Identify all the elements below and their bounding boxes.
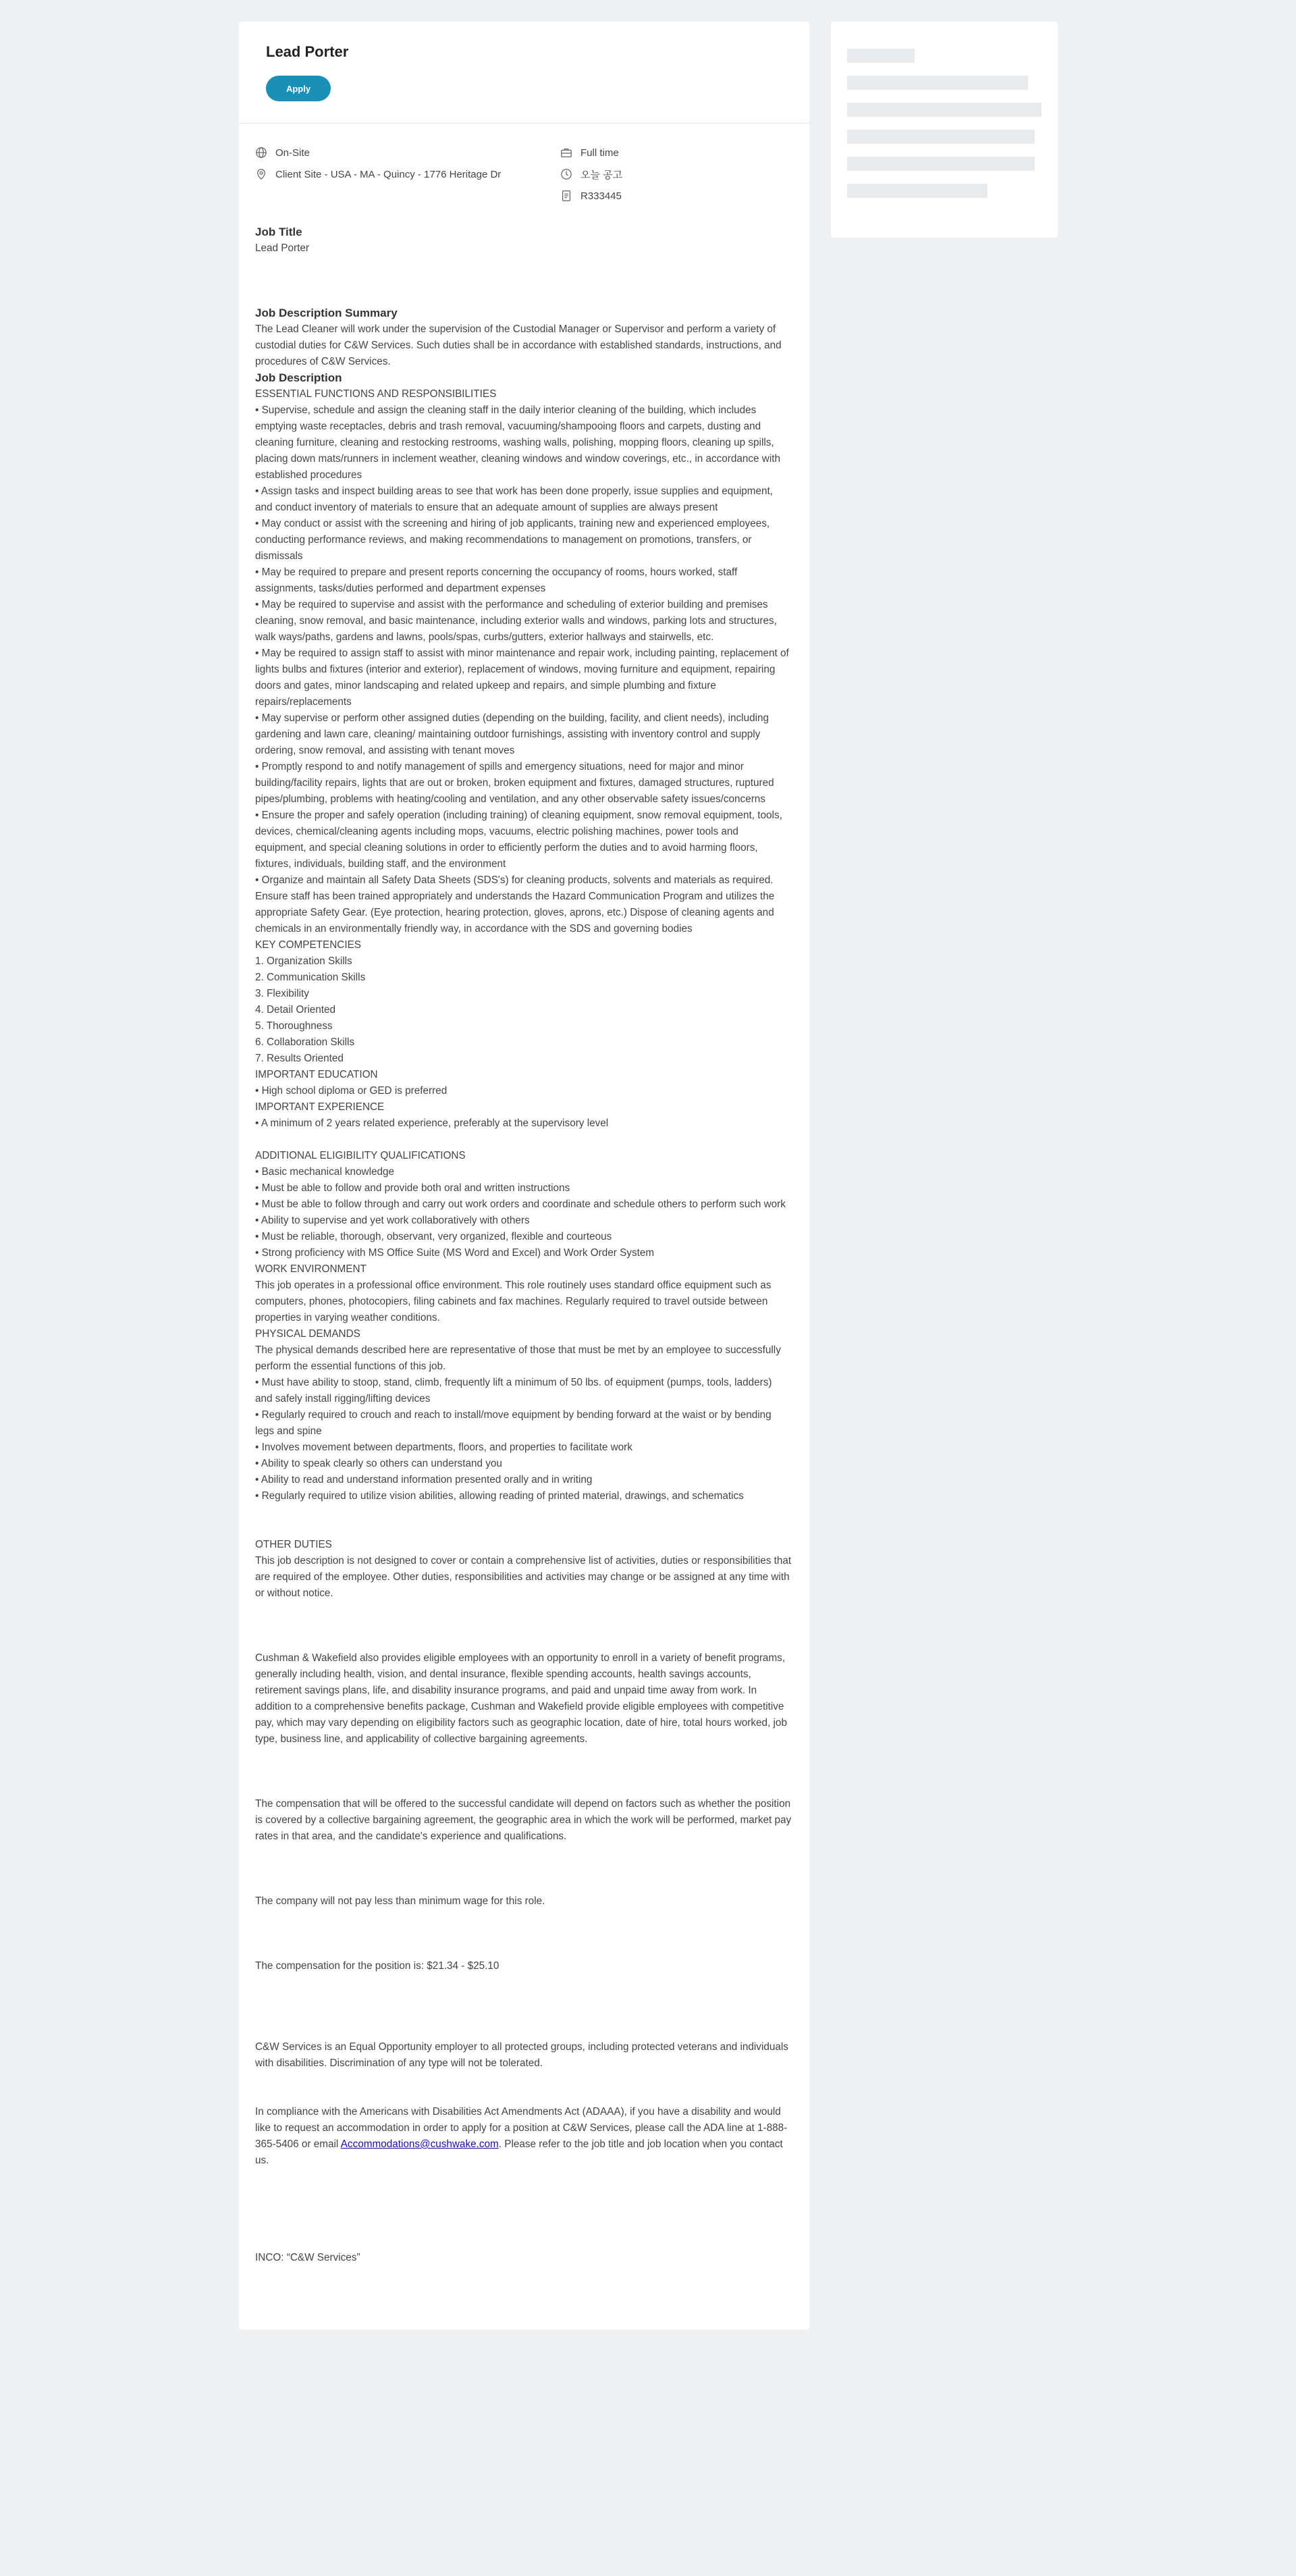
ada-text: [255, 2104, 792, 2169]
list-item: • May be required to assign staff to assist with minor maintenance and repair work, including painting, replacement of lights bulbs and fixtures (interior and exterior), replacement of windows, moving furniture and equipment, repairing doors and gates, minor landscaping and related upkeep and repairs, and simple plumbing and fixture repairs/replacements: [255, 648, 789, 708]
summary-heading: Job Description Summary: [255, 307, 398, 319]
ada-text-part: . Please refer to the job title and job location when you contact us.: [255, 2138, 783, 2166]
other-text: This job description is not designed to cover or contain a comprehensive list of activities, duties or responsibilities that are required of the employee. Other duties, responsibilities and activities may change or be assigned at any time with or without notice.: [255, 1555, 792, 1599]
summary-text: The Lead Cleaner will work under the supervision of the Custodial Manager or Supervisor and perform a variety of custodial duties for C&W Services. Such duties shall be in accordance with established standards, instructions, and procedures of C&W Services.: [255, 323, 782, 367]
competencies-heading: KEY COMPETENCIES: [255, 939, 361, 951]
list-item: • Organize and maintain all Safety Data Sheets (SDS's) for cleaning products, solvents and materials as required. Ensure staff has been trained appropriately and understands the Hazard Communication Program and utilizes the appropriate Safety Gear. (Eye protection, hearing protection, gloves, aprons, etc.) Dispose of cleaning agents and chemicals in an environmentally friendly way, in accordance with the SDS and governing bodies: [255, 874, 775, 935]
job-title-heading: Job Title: [255, 226, 302, 238]
min-wage-text: The company will not pay less than minimum wage for this role.: [255, 1895, 545, 1907]
list-item: • May be required to supervise and assist with the performance and scheduling of exterior building and premises cleaning, snow removal, and basic maintenance, including exterior walls and windows, parking lots and structures, walk ways/paths, gardens and lawns, pools/spas, curbs/gutters, exterior hallways and stairwells, etc.: [255, 599, 777, 643]
job-title: Lead Porter: [266, 43, 349, 60]
apply-button[interactable]: Apply: [266, 76, 331, 101]
clock-icon: [560, 168, 572, 180]
list-item: 1. Organization Skills: [255, 955, 352, 967]
work-env-heading: WORK ENVIRONMENT: [255, 1263, 367, 1275]
posted-label: 오늘 공고: [580, 169, 623, 181]
globe-icon: [255, 147, 267, 159]
job-header: [239, 22, 809, 124]
list-item: • Must have ability to stoop, stand, climb, frequently lift a minimum of 50 lbs. of equipment (pumps, tools, ladders) and safely install rigging/lifting devices: [255, 1377, 772, 1404]
list-item: • May supervise or perform other assigned duties (depending on the building, facility, and client needs), including gardening and lawn care, cleaning/ maintaining outdoor furnishings, assisting with inventory control and supply ordering, snow removal, and assisting with tenant moves: [255, 712, 770, 756]
list-item: 3. Flexibility: [255, 988, 309, 999]
physical-intro: The physical demands described here are representative of those that must be met by an employee to successfully perform the essential functions of this job.: [255, 1344, 781, 1372]
list-item: 2. Communication Skills: [255, 972, 366, 983]
meta-job-type: [560, 146, 619, 159]
list-item: • Assign tasks and inspect building areas to see that work has been done properly, issue supplies and equipment, and conduct inventory of materials to ensure that an adequate amount of supplies are always present: [255, 485, 773, 513]
location-label: Client Site - USA - MA - Quincy - 1776 Heritage Dr: [275, 168, 502, 180]
briefcase-icon: [560, 147, 572, 159]
compensation-text: The compensation for the position is: $21.34 - $25.10: [255, 1960, 500, 1972]
experience-heading: IMPORTANT EXPERIENCE: [255, 1101, 385, 1113]
ada-text-part: or email: [298, 2138, 341, 2150]
document-id-icon: [560, 190, 572, 202]
list-item: • Regularly required to crouch and reach to install/move equipment by bending forward at the waist or by bending legs and spine: [255, 1409, 772, 1437]
skeleton-line: [847, 157, 1035, 171]
list-item: • Must be able to follow through and carry out work orders and coordinate and schedule others to perform such work: [255, 1199, 786, 1210]
accommodations-email-link[interactable]: Accommodations@cushwake.com: [340, 2138, 499, 2150]
list-item: • Promptly respond to and notify management of spills and emergency situations, need for major and minor building/facility repairs, lights that are out or broken, broken equipment and fixtures, damaged structures, ruptured pipes/plumbing, problems with heating/cooling and ventilation, and any other observable safety issues/concerns: [255, 761, 774, 805]
skeleton-line: [847, 103, 1042, 117]
meta-location: [255, 167, 501, 181]
skeleton-line: [847, 49, 915, 63]
other-heading: OTHER DUTIES: [255, 1539, 332, 1550]
list-item: • A minimum of 2 years related experience, preferably at the supervisory level: [255, 1118, 609, 1129]
eeo-text: C&W Services is an Equal Opportunity employer to all protected groups, including protected veterans and individuals with disabilities. Discrimination of any type will not be tolerated.: [255, 2041, 788, 2069]
work-env-text: This job operates in a professional office environment. This role routinely uses standard office equipment such as computers, phones, photocopiers, filing cabinets and fax machines. Regularly required to travel outside between properties in varying weather conditions.: [255, 1280, 772, 1323]
sidebar-loading-card: [831, 22, 1058, 238]
education-heading: IMPORTANT EDUCATION: [255, 1069, 378, 1080]
essential-heading: ESSENTIAL FUNCTIONS AND RESPONSIBILITIES: [255, 388, 497, 400]
list-item: • Ability to supervise and yet work collaboratively with others: [255, 1215, 530, 1226]
list-item: • May be required to prepare and present reports concerning the occupancy of rooms, hours worked, staff assignments, tasks/duties performed and department expenses: [255, 567, 738, 594]
list-item: • Ability to speak clearly so others can understand you: [255, 1458, 502, 1469]
list-item: • High school diploma or GED is preferred: [255, 1085, 448, 1097]
inco-text: INCO: “C&W Services”: [255, 2252, 360, 2263]
meta-posted: [560, 167, 622, 181]
benefits-text: Cushman & Wakefield also provides eligible employees with an opportunity to enroll in a variety of benefit programs, generally including health, vision, and dental insurance, flexible spending accounts, health savings accounts, retirement savings plans, life, and disability insurance programs, and paid and unpaid time away from work. In addition to a comprehensive benefits package, Cushman and Wakefield provide eligible employees with competitive pay, which may vary depending on eligibility factors such as geographic location, date of hire, total hours worked, job type, business line, and applicability of collective bargaining agreements.: [255, 1652, 787, 1745]
workplace-label: On-Site: [275, 147, 310, 159]
list-item: • Strong proficiency with MS Office Suite (MS Word and Excel) and Work Order System: [255, 1247, 655, 1259]
list-item: • Must be able to follow and provide both oral and written instructions: [255, 1182, 570, 1194]
list-item: 5. Thoroughness: [255, 1020, 333, 1032]
physical-heading: PHYSICAL DEMANDS: [255, 1328, 360, 1340]
req-id-label: R333445: [580, 190, 622, 202]
list-item: • Must be reliable, thorough, observant, very organized, flexible and courteous: [255, 1231, 612, 1242]
list-item: • Basic mechanical knowledge: [255, 1166, 395, 1178]
ada-text-part: In compliance with the Americans with Disabilities Act Amendments Act (ADAAA), if you have a disability and would like to request an accommodation in order to apply for a position at C&W Services, please call the ADA line at: [255, 2106, 781, 2134]
location-pin-icon: [255, 168, 267, 180]
job-description-body: [255, 224, 792, 2266]
meta-req-id: [560, 189, 622, 203]
list-item: • Regularly required to utilize vision abilities, allowing reading of printed material, drawings, and schematics: [255, 1490, 744, 1502]
description-heading: Job Description: [255, 371, 342, 384]
compensation-factors-text: The compensation that will be offered to the successful candidate will depend on factors such as whether the position is covered by a collective bargaining agreement, the geographic area in which the work will be performed, market pay rates in that area, and the candidate's experience and qualifications.: [255, 1798, 792, 1842]
list-item: • Involves movement between departments, floors, and properties to facilitate work: [255, 1442, 632, 1453]
additional-heading: ADDITIONAL ELIGIBILITY QUALIFICATIONS: [255, 1150, 466, 1161]
list-item: • Supervise, schedule and assign the cleaning staff in the daily interior cleaning of the building, which includes emptying waste receptacles, debris and trash removal, vacuuming/shampooing floors and carpets, dusting and cleaning furniture, cleaning and restocking restrooms, washing walls, polishing, mopping floors, cleaning up spills, placing down mats/runners in inclement weather, cleaning windows and window coverings, etc., in accordance with established procedures: [255, 404, 781, 481]
skeleton-line: [847, 130, 1035, 144]
job-detail-card: [239, 22, 809, 2330]
list-item: 7. Results Oriented: [255, 1053, 344, 1064]
skeleton-line: [847, 184, 988, 198]
list-item: • May conduct or assist with the screening and hiring of job applicants, training new and experienced employees, conducting performance reviews, and making recommendations to management on promotions, transfers, or dismissals: [255, 518, 770, 562]
job-title-value: Lead Porter: [255, 242, 309, 254]
job-type-label: Full time: [580, 147, 619, 159]
list-item: • Ability to read and understand information presented orally and in writing: [255, 1474, 593, 1486]
skeleton-line: [847, 76, 1028, 90]
list-item: 6. Collaboration Skills: [255, 1036, 355, 1048]
ada-phone: 1-888-365-5406: [255, 2122, 788, 2150]
list-item: 4. Detail Oriented: [255, 1004, 336, 1016]
list-item: • Ensure the proper and safely operation (including training) of cleaning equipment, snow removal equipment, tools, devices, chemical/cleaning agents including mops, vacuums, electric polishing machines, power tools and equipment, and special cleaning solutions in order to efficiently perform the duties and to avoid harming floors, fixtures, individuals, building staff, and the environment: [255, 810, 782, 870]
meta-workplace: [255, 146, 310, 159]
